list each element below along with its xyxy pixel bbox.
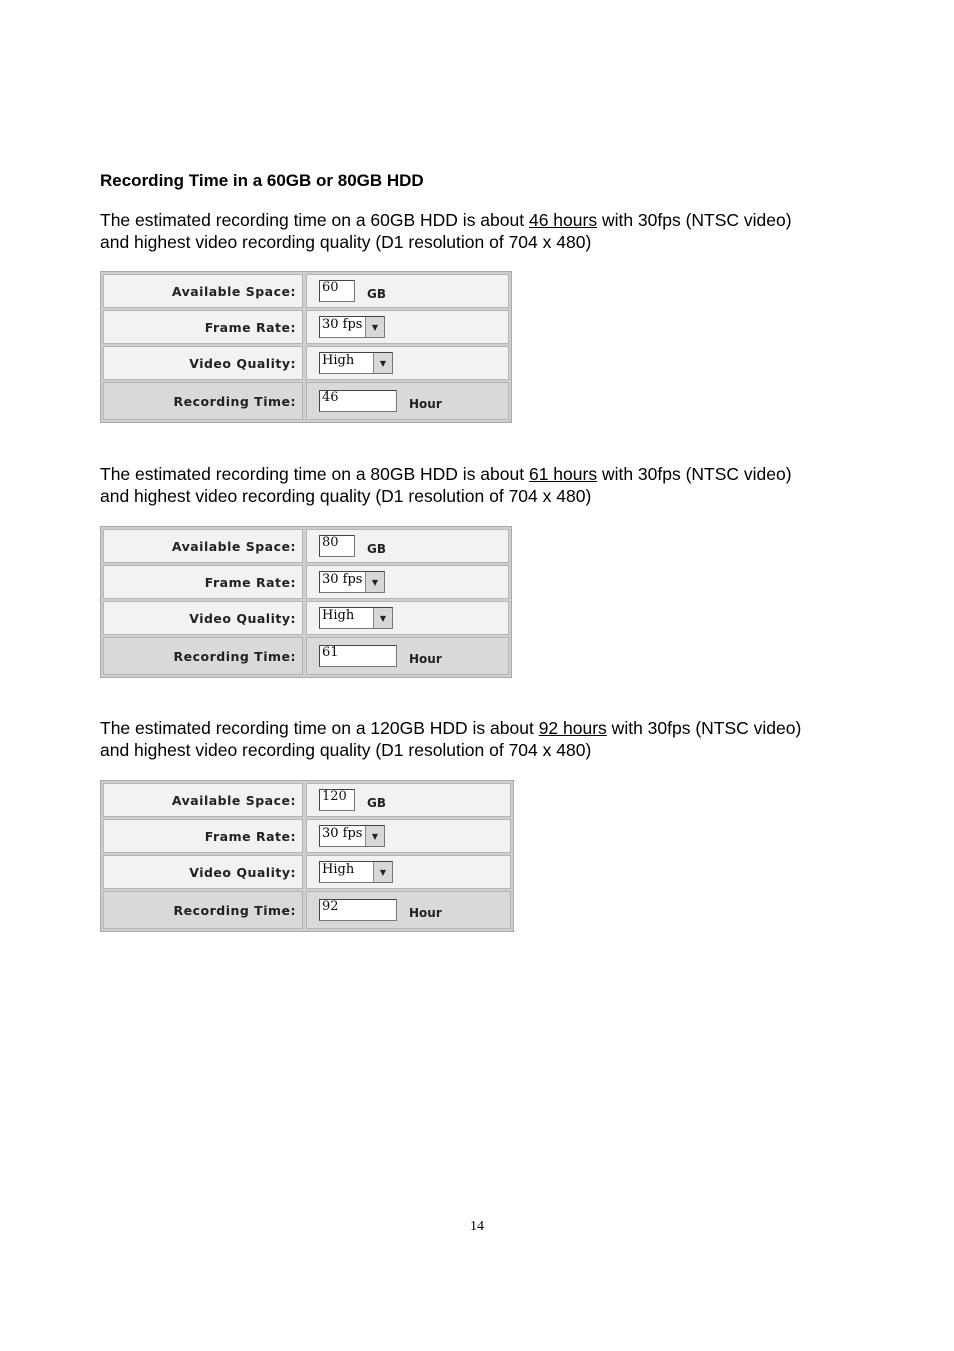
frame-rate-row xyxy=(103,819,511,853)
description-text: The estimated recording time on a 80GB HDD is about xyxy=(100,464,529,484)
recording-calculator-60gb xyxy=(100,271,512,423)
chevron-down-icon[interactable]: ▼ xyxy=(373,608,392,628)
chevron-down-icon[interactable]: ▼ xyxy=(365,317,384,337)
video-quality-label: Video Quality: xyxy=(103,855,303,889)
video-quality-row xyxy=(103,346,509,380)
recording-time-row xyxy=(103,637,509,675)
frame-rate-select[interactable] xyxy=(319,316,385,338)
recording-time-label: Recording Time: xyxy=(103,637,303,675)
recording-time-row xyxy=(103,891,511,929)
hour-unit-label: Hour xyxy=(409,397,442,411)
recording-time-output[interactable]: 92 xyxy=(319,899,397,921)
frame-rate-select[interactable] xyxy=(319,571,385,593)
video-quality-value: High xyxy=(322,608,355,623)
frame-rate-row xyxy=(103,310,509,344)
recording-calculator-80gb xyxy=(100,526,512,678)
description-text: with 30fps (NTSC video) xyxy=(606,718,802,738)
frame-rate-select[interactable] xyxy=(319,825,385,847)
video-quality-label: Video Quality: xyxy=(103,601,303,635)
chevron-down-icon[interactable]: ▼ xyxy=(365,826,384,846)
section-heading: Recording Time in a 60GB or 80GB HDD xyxy=(100,171,424,190)
recording-time-label: Recording Time: xyxy=(103,382,303,420)
recording-calculator-120gb xyxy=(100,780,514,932)
description-text: and highest video recording quality (D1 resolution of 704 x 480) xyxy=(100,740,592,760)
gb-unit-label: GB xyxy=(367,287,386,301)
frame-rate-label: Frame Rate: xyxy=(103,819,303,853)
video-quality-select[interactable] xyxy=(319,861,393,883)
available-space-label: Available Space: xyxy=(103,274,303,308)
frame-rate-value: 30 fps xyxy=(322,317,363,332)
description-text: with 30fps (NTSC video) xyxy=(597,210,792,230)
frame-rate-value: 30 fps xyxy=(322,572,363,587)
frame-rate-label: Frame Rate: xyxy=(103,565,303,599)
hours-link[interactable]: 61 hours xyxy=(528,464,598,484)
gb-unit-label: GB xyxy=(367,796,386,810)
available-space-row xyxy=(103,274,509,308)
video-quality-value: High xyxy=(322,862,355,877)
description-60gb xyxy=(100,209,880,253)
recording-time-output[interactable]: 46 xyxy=(319,390,397,412)
hours-link[interactable]: 92 hours xyxy=(538,718,607,738)
hour-unit-label: Hour xyxy=(409,652,442,666)
available-space-row xyxy=(103,529,509,563)
description-text: and highest video recording quality (D1 resolution of 704 x 480) xyxy=(100,232,592,252)
description-120gb xyxy=(100,717,880,761)
description-text: and highest video recording quality (D1 resolution of 704 x 480) xyxy=(100,486,592,506)
description-text: The estimated recording time on a 60GB HDD is about xyxy=(100,210,529,230)
chevron-down-icon[interactable]: ▼ xyxy=(373,353,392,373)
frame-rate-label: Frame Rate: xyxy=(103,310,303,344)
available-space-input[interactable]: 60 xyxy=(319,280,355,302)
page-number: 14 xyxy=(470,1219,484,1234)
available-space-row xyxy=(103,783,511,817)
hour-unit-label: Hour xyxy=(409,906,442,920)
video-quality-label: Video Quality: xyxy=(103,346,303,380)
video-quality-select[interactable] xyxy=(319,352,393,374)
description-text: The estimated recording time on a 120GB HDD is about xyxy=(100,718,539,738)
description-text: with 30fps (NTSC video) xyxy=(597,464,792,484)
available-space-input[interactable]: 120 xyxy=(319,789,355,811)
frame-rate-row xyxy=(103,565,509,599)
recording-time-row xyxy=(103,382,509,420)
chevron-down-icon[interactable]: ▼ xyxy=(365,572,384,592)
chevron-down-icon[interactable]: ▼ xyxy=(373,862,392,882)
frame-rate-value: 30 fps xyxy=(322,826,363,841)
description-80gb xyxy=(100,463,880,507)
video-quality-select[interactable] xyxy=(319,607,393,629)
hours-link[interactable]: 46 hours xyxy=(528,210,598,230)
recording-time-label: Recording Time: xyxy=(103,891,303,929)
available-space-label: Available Space: xyxy=(103,783,303,817)
available-space-input[interactable]: 80 xyxy=(319,535,355,557)
gb-unit-label: GB xyxy=(367,542,386,556)
available-space-label: Available Space: xyxy=(103,529,303,563)
video-quality-row xyxy=(103,601,509,635)
video-quality-value: High xyxy=(322,353,355,368)
recording-time-output[interactable]: 61 xyxy=(319,645,397,667)
video-quality-row xyxy=(103,855,511,889)
